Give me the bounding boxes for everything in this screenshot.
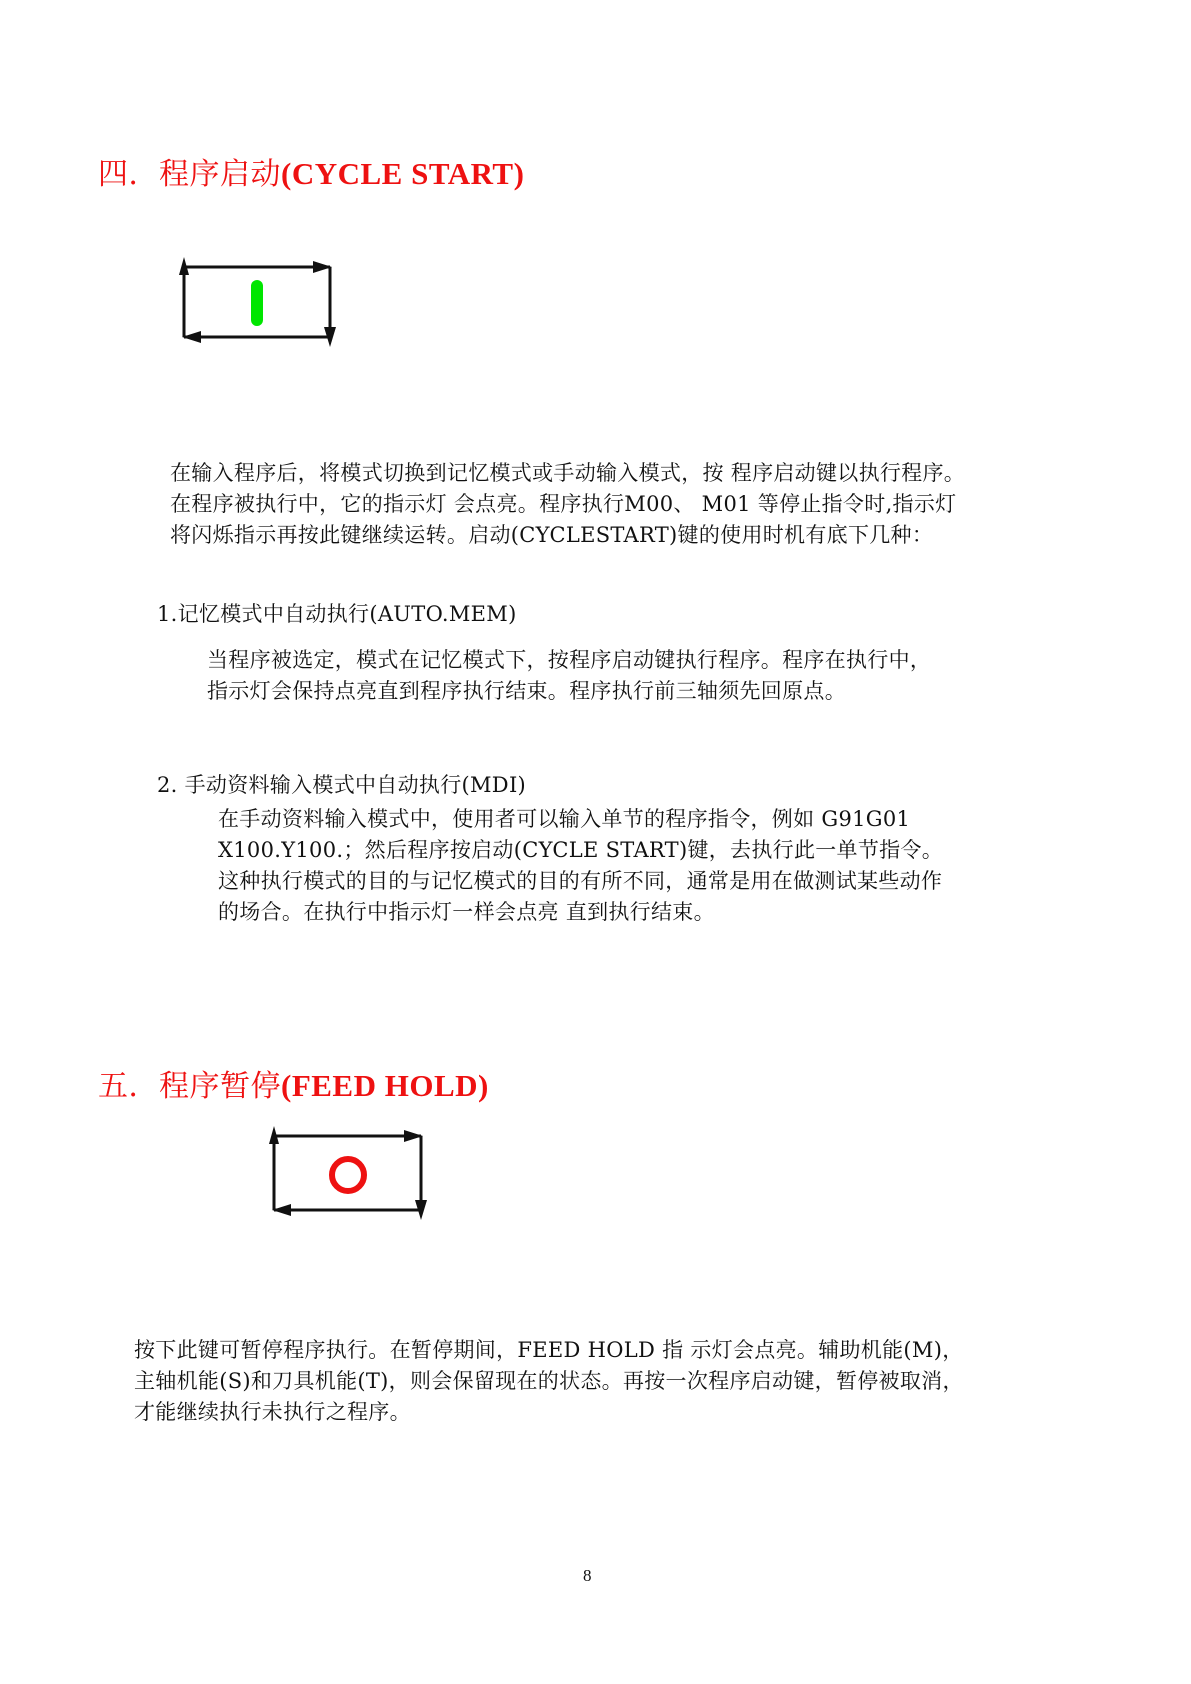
paragraph-line: 在手动资料输入模式中，使用者可以输入单节的程序指令，例如 G91G01: [218, 807, 911, 831]
item-mdi-paragraph: [218, 804, 943, 928]
section-title-cn: 程序启动: [159, 157, 281, 192]
feed-hold-paragraph: [134, 1335, 964, 1428]
item-mdi-title: 2. 手动资料输入模式中自动执行(MDI): [157, 773, 527, 797]
page-number: 8: [583, 1566, 592, 1585]
paragraph-line: X100.Y100.；然后程序按启动(CYCLE START)键，去执行此一单节指令。: [218, 838, 944, 862]
cycle-start-key-icon: [170, 255, 345, 355]
section-title-en: (FEED HOLD): [281, 1068, 489, 1103]
paragraph-line: 当程序被选定，模式在记忆模式下，按程序启动键执行程序。程序在执行中，: [207, 648, 932, 672]
section-title-en: (CYCLE START): [281, 156, 525, 191]
red-indicator-ring: [332, 1159, 364, 1191]
paragraph-line: 按下此键可暂停程序执行。在暂停期间，FEED HOLD 指 示灯会点亮。辅助机能(M)，: [134, 1338, 964, 1362]
paragraph-line: 指示灯会保持点亮直到程序执行结束。程序执行前三轴须先回原点。: [207, 679, 846, 703]
section-title-cn: 程序暂停: [159, 1069, 281, 1104]
item-auto-mem-paragraph: [207, 645, 931, 707]
paragraph-line: 才能继续执行未执行之程序。: [134, 1400, 411, 1424]
paragraph-line: 主轴机能(S)和刀具机能(T)，则会保留现在的状态。再按一次程序启动键，暂停被取消，: [134, 1369, 964, 1393]
paragraph-line: 在输入程序后，将模式切换到记忆模式或手动输入模式，按 程序启动键以执行程序。: [170, 461, 966, 485]
item-auto-mem-title: 1.记忆模式中自动执行(AUTO.MEM): [157, 602, 517, 626]
section-heading-feed-hold: [98, 1069, 489, 1104]
paragraph-line: 在程序被执行中，它的指示灯 会点亮。程序执行M00、 M01 等停止指令时,指示灯: [170, 492, 957, 516]
section-heading-cycle-start: [98, 157, 524, 192]
feed-hold-key-icon: [260, 1126, 435, 1226]
paragraph-line: 这种执行模式的目的与记忆模式的目的有所不同，通常是用在做测试某些动作: [218, 869, 943, 893]
green-indicator-bar: [251, 280, 263, 326]
section-number: 五．: [98, 1069, 159, 1104]
paragraph-line: 将闪烁指示再按此键继续运转。启动(CYCLESTART)键的使用时机有底下几种：: [170, 523, 934, 547]
cycle-start-intro-paragraph: [170, 458, 965, 551]
paragraph-line: 的场合。在执行中指示灯一样会点亮 直到执行结束。: [218, 900, 715, 924]
section-number: 四．: [98, 157, 159, 192]
